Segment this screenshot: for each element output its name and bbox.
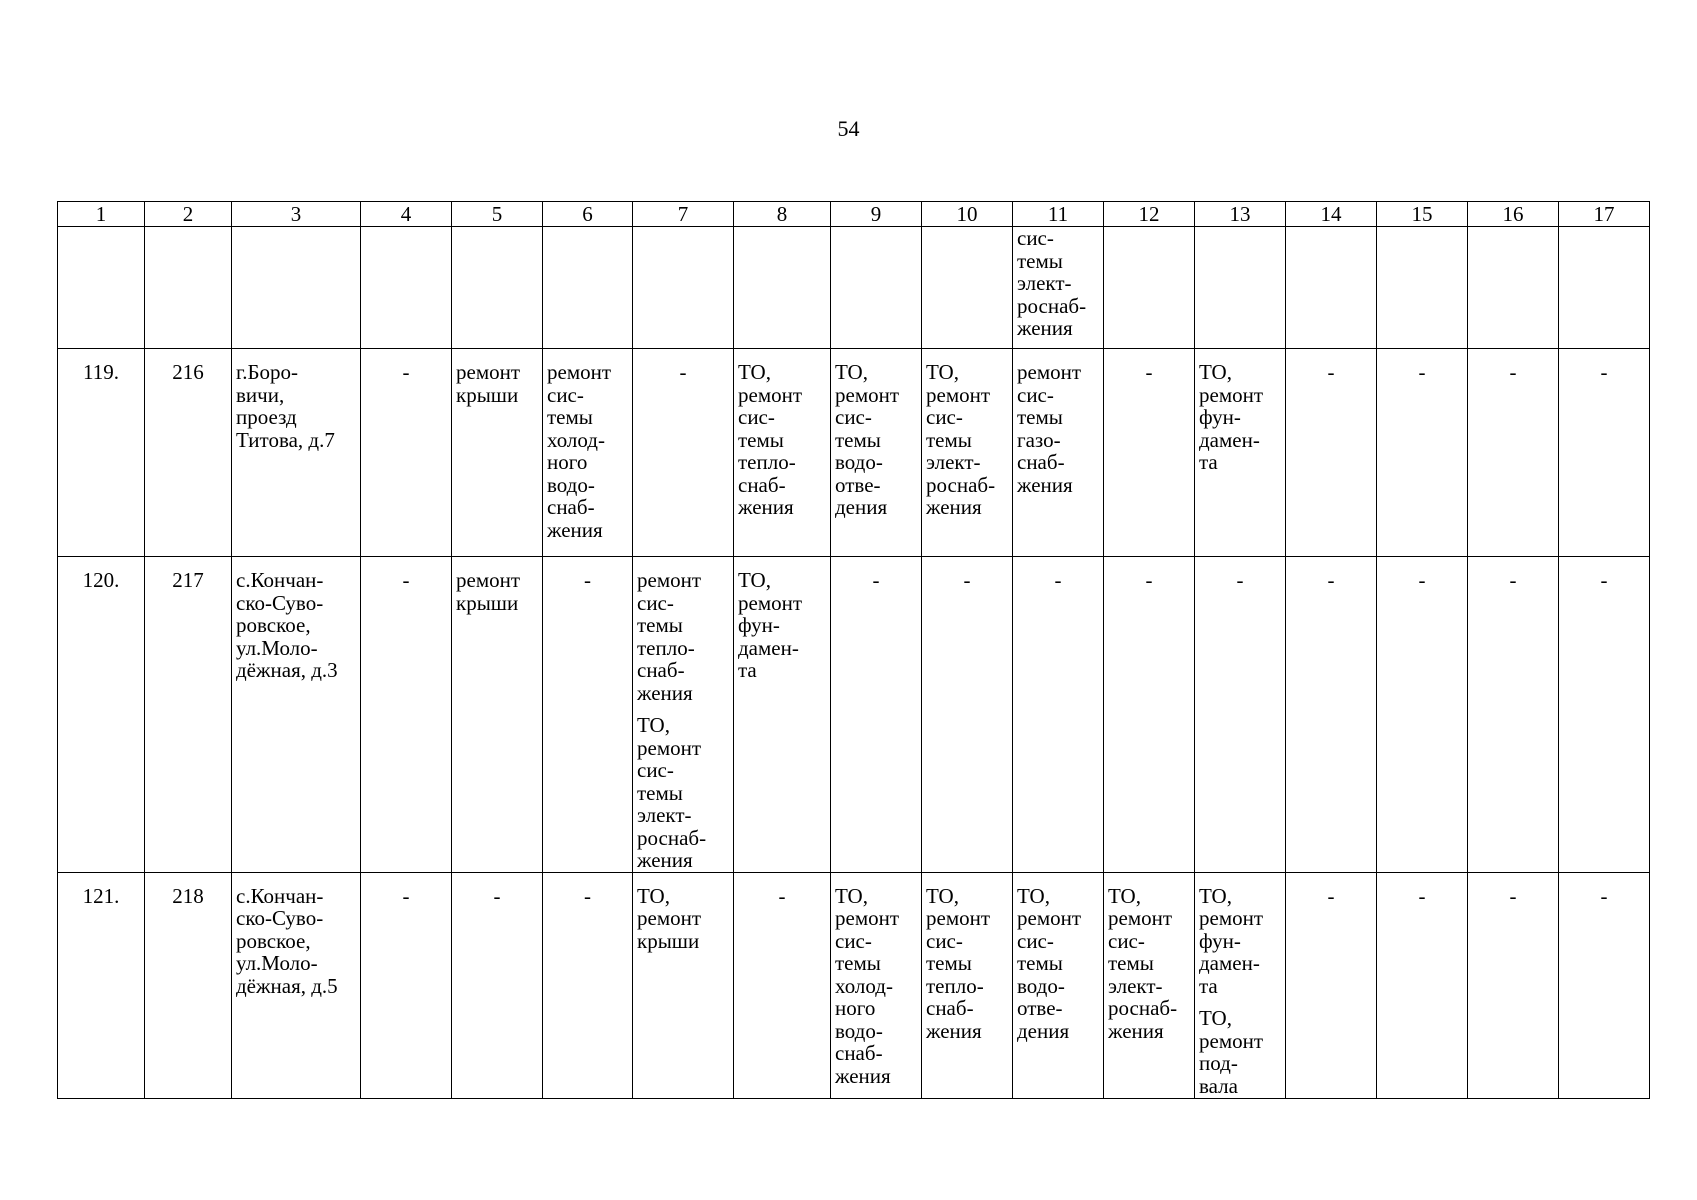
column-header: 11 xyxy=(1013,202,1104,227)
table-cell xyxy=(1559,872,1650,1098)
table-cell xyxy=(633,349,734,557)
column-header: 6 xyxy=(543,202,633,227)
continuation-row xyxy=(58,227,1650,349)
cell-text: - xyxy=(1418,360,1426,384)
cell-text: - xyxy=(1600,360,1608,384)
house-id-cell xyxy=(145,227,232,349)
table-cell xyxy=(1104,349,1195,557)
table-cell xyxy=(452,557,543,873)
column-header: 7 xyxy=(633,202,734,227)
house-id-cell xyxy=(145,872,232,1098)
address-cell xyxy=(232,227,361,349)
cell-text: ТО, ремонт сис- темы элект- роснаб- жения xyxy=(1108,883,1178,1043)
cell-text: - xyxy=(1509,883,1517,908)
cell-text: с.Кончан- ско-Суво- ровское, ул.Моло- дёжная, д.5 xyxy=(236,883,338,998)
table-cell xyxy=(633,227,734,349)
table-cell xyxy=(831,227,922,349)
cell-text: - xyxy=(1145,360,1153,384)
table-cell xyxy=(361,872,452,1098)
table-cell xyxy=(1104,872,1195,1098)
row-number-cell xyxy=(58,227,145,349)
cell-text: - xyxy=(1054,568,1062,592)
cell-text: - xyxy=(402,883,410,908)
cell-text: ТО, ремонт сис- темы холод- ного водо- снаб- жения xyxy=(835,883,900,1088)
table-row xyxy=(58,557,1650,873)
table-cell xyxy=(361,349,452,557)
column-header: 2 xyxy=(145,202,232,227)
cell-text: ТО, ремонт фун- дамен- та xyxy=(1199,883,1264,998)
cell-text: ТО, ремонт сис- темы элект- роснаб- жения xyxy=(637,713,707,872)
table-row xyxy=(58,349,1650,557)
house-id-cell xyxy=(145,557,232,873)
table-cell xyxy=(831,872,922,1098)
cell-text: - xyxy=(963,568,971,592)
cell-text: с.Кончан- ско-Суво- ровское, ул.Моло- дёжная, д.3 xyxy=(236,568,338,682)
table-cell xyxy=(1286,872,1377,1098)
data-table xyxy=(57,201,1650,1099)
table-cell xyxy=(1377,872,1468,1098)
cell-text: - xyxy=(584,568,591,592)
cell-text: ТО, ремонт под- вала xyxy=(1199,1006,1264,1098)
cell-text: - xyxy=(1509,568,1517,592)
table-cell xyxy=(1104,227,1195,349)
column-header: 13 xyxy=(1195,202,1286,227)
table-cell xyxy=(361,227,452,349)
column-header: 5 xyxy=(452,202,543,227)
table-cell xyxy=(734,349,831,557)
column-header: 9 xyxy=(831,202,922,227)
table-cell xyxy=(734,227,831,349)
cell-text: ремонт крыши xyxy=(456,360,521,407)
address-cell xyxy=(232,872,361,1098)
cell-text: - xyxy=(584,883,591,908)
cell-text: - xyxy=(1509,360,1517,384)
table-cell xyxy=(452,227,543,349)
table-cell xyxy=(1013,557,1104,873)
cell-text: 121. xyxy=(82,883,120,908)
table-cell xyxy=(543,349,633,557)
address-cell xyxy=(232,349,361,557)
cell-text: 217 xyxy=(172,568,204,592)
cell-text: - xyxy=(872,568,880,592)
table-cell xyxy=(1468,227,1559,349)
cell-text: - xyxy=(402,360,410,384)
cell-text: - xyxy=(1600,883,1608,908)
cell-text: - xyxy=(778,883,786,908)
table-cell xyxy=(543,557,633,873)
table-cell xyxy=(1377,557,1468,873)
cell-text: - xyxy=(493,883,501,908)
table-cell xyxy=(1468,349,1559,557)
table-cell xyxy=(1377,227,1468,349)
column-header: 4 xyxy=(361,202,452,227)
row-number-cell xyxy=(58,557,145,873)
table-cell xyxy=(1013,227,1104,349)
table-cell xyxy=(1013,349,1104,557)
cell-text: ТО, ремонт сис- темы тепло- снаб- жения xyxy=(926,883,991,1043)
table-cell xyxy=(1195,557,1286,873)
cell-text: 119. xyxy=(83,360,119,384)
table-cell xyxy=(633,872,734,1098)
cell-text: сис- темы элект- роснаб- жения xyxy=(1017,226,1087,340)
table-cell xyxy=(1286,557,1377,873)
cell-text: ТО, ремонт фун- дамен- та xyxy=(738,568,803,682)
cell-text: - xyxy=(1600,568,1608,592)
cell-text: 218 xyxy=(172,883,204,908)
table-cell xyxy=(922,557,1013,873)
cell-text: ТО, ремонт сис- темы элект- роснаб- жения xyxy=(926,360,996,519)
cell-text: ремонт сис- темы газо- снаб- жения xyxy=(1017,360,1082,497)
row-number-cell xyxy=(58,872,145,1098)
column-header: 17 xyxy=(1559,202,1650,227)
cell-text: ремонт крыши xyxy=(456,568,521,615)
address-cell xyxy=(232,557,361,873)
table-cell xyxy=(922,349,1013,557)
table-cell xyxy=(1195,227,1286,349)
cell-text: - xyxy=(402,568,410,592)
table-row xyxy=(58,872,1650,1098)
table-cell xyxy=(1559,557,1650,873)
cell-text: - xyxy=(1145,568,1153,592)
cell-text: ТО, ремонт крыши xyxy=(637,883,702,953)
cell-text: г.Боро- вичи, проезд Титова, д.7 xyxy=(236,360,335,452)
cell-text: - xyxy=(1236,568,1244,592)
cell-text: - xyxy=(1327,568,1335,592)
cell-text: ремонт сис- темы холод- ного водо- снаб- жения xyxy=(547,360,612,542)
column-header: 10 xyxy=(922,202,1013,227)
table-cell xyxy=(831,557,922,873)
table-cell xyxy=(1195,872,1286,1098)
column-header: 16 xyxy=(1468,202,1559,227)
cell-text: ремонт сис- темы тепло- снаб- жения xyxy=(637,568,702,705)
table-cell xyxy=(1286,349,1377,557)
table-cell xyxy=(543,227,633,349)
cell-text: ТО, ремонт фун- дамен- та xyxy=(1199,360,1264,474)
cell-text: ТО, ремонт сис- темы водо- отве- дения xyxy=(835,360,900,519)
cell-text: - xyxy=(1418,568,1426,592)
row-number-cell xyxy=(58,349,145,557)
cell-text: - xyxy=(679,360,687,384)
cell-text: - xyxy=(1418,883,1426,908)
table-cell xyxy=(831,349,922,557)
cell-text: 216 xyxy=(172,360,204,384)
cell-text: - xyxy=(1327,360,1335,384)
table-cell xyxy=(1195,349,1286,557)
table-cell xyxy=(361,557,452,873)
page-number: 54 xyxy=(837,116,860,141)
cell-text: ТО, ремонт сис- темы водо- отве- дения xyxy=(1017,883,1082,1043)
column-header: 1 xyxy=(58,202,145,227)
column-header: 8 xyxy=(734,202,831,227)
header-row xyxy=(58,202,1650,227)
table-cell xyxy=(1468,872,1559,1098)
table-cell xyxy=(1013,872,1104,1098)
table-cell xyxy=(1559,227,1650,349)
column-header: 12 xyxy=(1104,202,1195,227)
table-cell xyxy=(922,227,1013,349)
table-cell xyxy=(922,872,1013,1098)
cell-text: - xyxy=(1327,883,1335,908)
house-id-cell xyxy=(145,349,232,557)
table-cell xyxy=(1286,227,1377,349)
table-cell xyxy=(633,557,734,873)
table-cell xyxy=(543,872,633,1098)
table-cell xyxy=(452,872,543,1098)
column-header: 15 xyxy=(1377,202,1468,227)
table-cell xyxy=(1104,557,1195,873)
cell-text: 120. xyxy=(82,568,120,592)
table-cell xyxy=(1468,557,1559,873)
table-cell xyxy=(734,872,831,1098)
table-cell xyxy=(1559,349,1650,557)
table-cell xyxy=(452,349,543,557)
cell-text: ТО, ремонт сис- темы тепло- снаб- жения xyxy=(738,360,803,519)
column-header: 14 xyxy=(1286,202,1377,227)
table-cell xyxy=(1377,349,1468,557)
table-cell xyxy=(734,557,831,873)
column-header: 3 xyxy=(232,202,361,227)
